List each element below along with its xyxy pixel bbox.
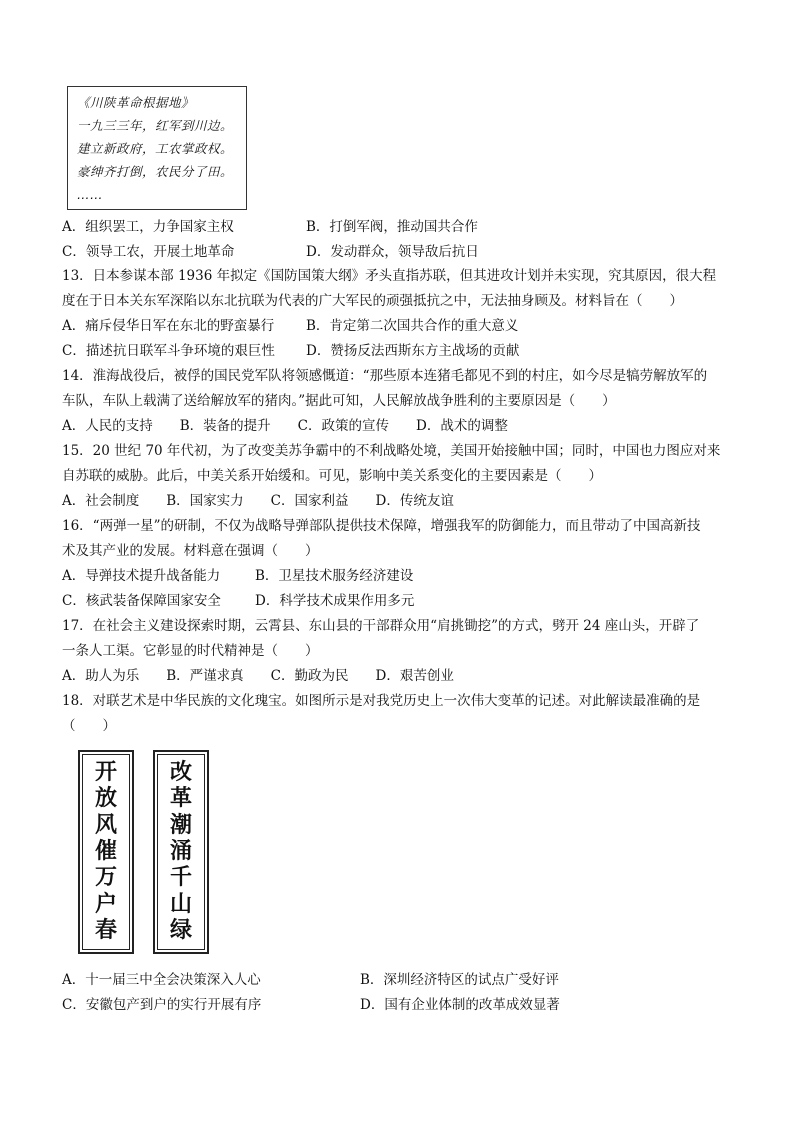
q17-options: A．助人为乐 B．严谨求真 C．勤政为民 D．艰苦创业 (62, 668, 454, 684)
poem-line: …… (77, 187, 103, 202)
q13-option-b: B．肯定第二次国共合作的重大意义 (306, 318, 519, 334)
q15-options: A．社会制度 B．国家实力 C．国家利益 D．传统友谊 (62, 493, 454, 509)
q16-option-b: B．卫星技术服务经济建设 (255, 568, 414, 584)
q12-option-d: D．发动群众，领导敌后抗日 (306, 244, 479, 260)
poem-title: 《川陕革命根据地》 (77, 95, 195, 110)
couplet-char: 风 (94, 812, 117, 838)
q17-stem-line: 一条人工渠。它彰显的时代精神是（ ） (62, 643, 319, 659)
q18-stem-line: 18．对联艺术是中华民族的文化瑰宝。如图所示是对我党历史上一次伟大变革的记述。对此解读最准确的是 (62, 693, 701, 709)
q16-stem-line: 术及其产业的发展。材料意在强调（ ） (62, 543, 319, 559)
q17-stem-line: 17．在社会主义建设探索时期，云霄县、东山县的干部群众用“肩挑锄挖”的方式，劈开 24 座山头，开辟了 (62, 618, 700, 634)
q13-stem-line: 度在于日本关东军深陷以东北抗联为代表的广大军民的顽强抵抗之中，无法抽身顾及。材料旨在（ ） (62, 293, 683, 309)
couplet-char: 绿 (169, 917, 192, 943)
couplet-left-scroll (78, 750, 134, 954)
couplet-char: 催 (94, 838, 117, 864)
poem-line: 豪绅齐打倒，农民分了田。 (77, 164, 234, 179)
couplet-right-scroll (153, 750, 209, 954)
q18-option-d: D．国有企业体制的改革成效显著 (360, 997, 560, 1013)
couplet-char: 开 (94, 760, 117, 786)
q14-stem-line: 车队，车队上载满了送给解放军的猪肉。”据此可知，人民解放战争胜利的主要原因是（ ） (62, 393, 616, 409)
couplet-char: 改 (169, 760, 192, 786)
couplet-char: 放 (94, 786, 117, 812)
q13-option-a: A．痛斥侵华日军在东北的野蛮暴行 (62, 318, 275, 334)
q16-option-c: C．核武装备保障国家安全 (62, 593, 221, 609)
q13-option-d: D．赞扬反法西斯东方主战场的贡献 (306, 343, 520, 359)
couplet-char: 革 (169, 786, 192, 812)
poem-line: 一九三三年，红军到川边。 (77, 118, 234, 133)
couplet-char: 山 (169, 891, 192, 917)
q18-option-c: C．安徽包产到户的实行开展有序 (62, 997, 262, 1013)
q12-option-c: C．领导工农，开展土地革命 (62, 244, 235, 260)
poem-box (67, 86, 247, 210)
poem-line: 建立新政府，工农掌政权。 (77, 141, 234, 156)
q14-stem-line: 14．淮海战役后，被俘的国民党军队将领感慨道：“那些原本连猪毛都见不到的村庄，如今尽是犒劳解放军的 (62, 368, 708, 384)
q16-option-a: A．导弹技术提升战备能力 (62, 568, 221, 584)
q13-stem-line: 13．日本参谋本部 1936 年拟定《国防国策大纲》矛头直指苏联，但其进攻计划并未实现，究其原因，很大程 (62, 268, 717, 284)
couplet-char: 潮 (169, 812, 192, 838)
q16-stem-line: 16．“两弹一星”的研制，不仅为战略导弹部队提供技术保障，增强我军的防御能力，而且带动了中国高新技 (62, 518, 701, 534)
couplet-char: 户 (94, 891, 117, 917)
q16-option-d: D．科学技术成果作用多元 (255, 593, 415, 609)
q18-option-a: A．十一届三中全会决策深入人心 (62, 972, 261, 988)
q14-options: A．人民的支持 B．装备的提升 C．政策的宣传 D．战术的调整 (62, 418, 508, 434)
q18-option-b: B．深圳经济特区的试点广受好评 (360, 972, 559, 988)
couplet-char: 春 (94, 917, 117, 943)
q15-stem-line: 15．20 世纪 70 年代初，为了改变美苏争霸中的不利战略处境，美国开始接触中国；同时，中国也力图应对来 (62, 443, 721, 459)
q18-stem-line: （ ） (62, 718, 116, 734)
q12-option-b: B．打倒军阀，推动国共合作 (306, 219, 478, 235)
couplet-char: 万 (94, 865, 117, 891)
couplet-char: 涌 (169, 838, 192, 864)
q12-option-a: A．组织罢工，力争国家主权 (62, 219, 234, 235)
q15-stem-line: 自苏联的威胁。此后，中美关系开始缓和。可见，影响中美关系变化的主要因素是（ ） (62, 468, 602, 484)
q13-option-c: C．描述抗日联军斗争环境的艰巨性 (62, 343, 275, 359)
couplet-char: 千 (169, 865, 192, 891)
